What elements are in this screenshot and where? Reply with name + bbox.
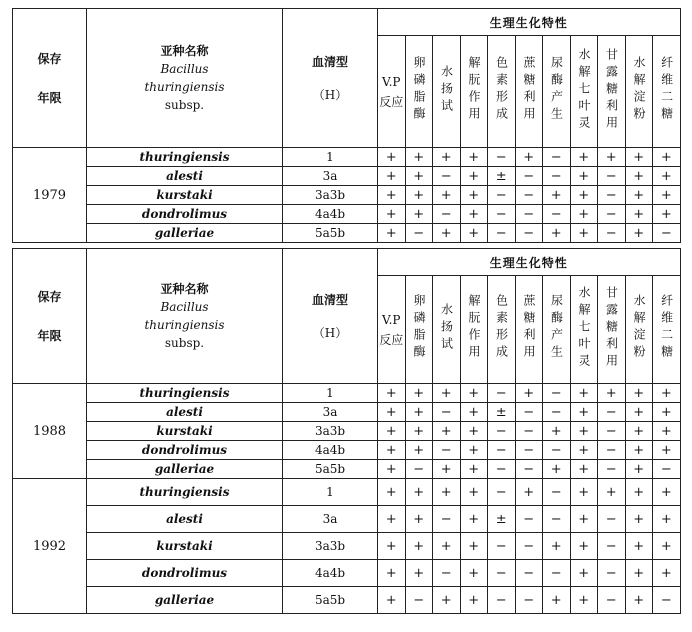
- year-cell: 1992: [13, 479, 87, 614]
- trait-result: −: [543, 403, 571, 422]
- trait-result: −: [653, 224, 681, 243]
- trait-result: +: [598, 148, 626, 167]
- trait-header: [405, 36, 433, 148]
- trait-result: +: [378, 186, 406, 205]
- subspecies-name: alesti: [87, 167, 283, 186]
- table-row: [13, 560, 681, 587]
- trait-result: +: [405, 403, 433, 422]
- table-row: [13, 506, 681, 533]
- trait-result: −: [515, 533, 543, 560]
- trait-header-label: 水解七叶灵: [577, 285, 592, 371]
- table-row: [13, 422, 681, 441]
- trait-result: +: [378, 422, 406, 441]
- subspecies-name: galleriae: [87, 460, 283, 479]
- trait-result: +: [543, 224, 571, 243]
- trait-result: −: [515, 167, 543, 186]
- trait-result: −: [543, 148, 571, 167]
- subspecies-name: galleriae: [87, 587, 283, 614]
- trait-header: [653, 276, 681, 384]
- trait-result: +: [543, 460, 571, 479]
- trait-result: −: [515, 441, 543, 460]
- trait-result: +: [405, 441, 433, 460]
- trait-header: [488, 276, 516, 384]
- trait-result: −: [515, 186, 543, 205]
- group-title: 生理生化特性: [378, 249, 681, 276]
- trait-result: −: [598, 587, 626, 614]
- trait-header-label: 尿酶产生: [549, 294, 564, 362]
- trait-header: [460, 36, 488, 148]
- trait-result: +: [460, 186, 488, 205]
- trait-result: +: [570, 148, 598, 167]
- trait-result: −: [598, 403, 626, 422]
- trait-result: −: [598, 224, 626, 243]
- trait-result: −: [598, 533, 626, 560]
- trait-header-label: 甘露糖利用: [604, 47, 619, 133]
- trait-result: +: [378, 479, 406, 506]
- trait-result: +: [460, 441, 488, 460]
- trait-result: +: [405, 148, 433, 167]
- trait-result: −: [488, 533, 516, 560]
- trait-result: +: [405, 167, 433, 186]
- subspecies-name: thuringiensis: [87, 148, 283, 167]
- trait-result: −: [405, 587, 433, 614]
- serotype-cell: 5a5b: [283, 587, 378, 614]
- trait-result: ±: [488, 506, 516, 533]
- table-row: [13, 460, 681, 479]
- trait-header: [570, 276, 598, 384]
- trait-result: −: [653, 587, 681, 614]
- subspecies-header-line: subsp.: [164, 98, 205, 112]
- trait-header-label: 水扬试: [439, 64, 454, 116]
- trait-header-label: 卵磷脂酶: [412, 56, 427, 124]
- trait-result: −: [433, 403, 461, 422]
- subspecies-name: kurstaki: [87, 533, 283, 560]
- table-row: [13, 148, 681, 167]
- trait-header: [653, 36, 681, 148]
- trait-header: [625, 276, 653, 384]
- trait-result: +: [405, 560, 433, 587]
- trait-result: −: [543, 167, 571, 186]
- subspecies-header-line: Bacillus: [160, 62, 209, 76]
- trait-result: −: [598, 422, 626, 441]
- trait-result: +: [570, 587, 598, 614]
- trait-result: +: [625, 422, 653, 441]
- trait-result: +: [653, 533, 681, 560]
- trait-result: +: [653, 167, 681, 186]
- trait-result: +: [460, 422, 488, 441]
- table-row: [13, 403, 681, 422]
- trait-header-label: 蔗糖利用: [522, 294, 537, 362]
- trait-result: −: [488, 186, 516, 205]
- trait-result: −: [488, 148, 516, 167]
- subspecies-name: kurstaki: [87, 422, 283, 441]
- subspecies-header-line: 亚种名称: [160, 282, 209, 296]
- serotype-cell: 1: [283, 148, 378, 167]
- trait-result: +: [653, 479, 681, 506]
- trait-result: −: [543, 441, 571, 460]
- trait-result: −: [488, 479, 516, 506]
- trait-result: −: [433, 205, 461, 224]
- trait-result: +: [625, 560, 653, 587]
- subspecies-name: alesti: [87, 506, 283, 533]
- trait-result: +: [378, 560, 406, 587]
- storage-years-header: [13, 249, 87, 384]
- trait-result: +: [625, 186, 653, 205]
- trait-result: +: [460, 403, 488, 422]
- trait-result: +: [433, 533, 461, 560]
- trait-header: [488, 36, 516, 148]
- trait-result: +: [543, 533, 571, 560]
- serotype-header: [283, 249, 378, 384]
- trait-result: −: [433, 560, 461, 587]
- trait-header: [543, 36, 571, 148]
- storage-label-line2: 年限: [37, 329, 62, 343]
- trait-result: +: [543, 587, 571, 614]
- trait-header-label: 水解淀粉: [632, 294, 647, 362]
- trait-result: +: [460, 460, 488, 479]
- subspecies-name: thuringiensis: [87, 384, 283, 403]
- trait-result: −: [543, 479, 571, 506]
- trait-header-label: 水解七叶灵: [577, 47, 592, 133]
- trait-result: +: [570, 403, 598, 422]
- trait-header: [570, 36, 598, 148]
- trait-result: +: [625, 224, 653, 243]
- table-row: [13, 186, 681, 205]
- trait-result: +: [433, 224, 461, 243]
- serotype-cell: 3a3b: [283, 533, 378, 560]
- trait-header: [378, 36, 406, 148]
- trait-result: −: [515, 506, 543, 533]
- trait-result: +: [378, 167, 406, 186]
- trait-result: −: [598, 441, 626, 460]
- trait-result: +: [378, 205, 406, 224]
- trait-result: −: [488, 560, 516, 587]
- trait-result: +: [405, 186, 433, 205]
- trait-result: −: [543, 560, 571, 587]
- subspecies-name: alesti: [87, 403, 283, 422]
- header-row: [13, 9, 681, 36]
- trait-result: −: [598, 186, 626, 205]
- subspecies-name: kurstaki: [87, 186, 283, 205]
- trait-result: +: [460, 533, 488, 560]
- trait-result: +: [570, 384, 598, 403]
- trait-result: +: [378, 533, 406, 560]
- trait-header-label: 水扬试: [439, 302, 454, 354]
- trait-result: +: [570, 224, 598, 243]
- trait-header: [405, 276, 433, 384]
- trait-result: ±: [488, 403, 516, 422]
- trait-header-label: V.P反应: [379, 312, 404, 347]
- trait-result: −: [488, 441, 516, 460]
- storage-label-line1: 保存: [37, 290, 62, 304]
- trait-result: −: [515, 205, 543, 224]
- trait-result: +: [515, 148, 543, 167]
- trait-result: −: [543, 384, 571, 403]
- trait-result: +: [433, 460, 461, 479]
- subspecies-name: dondrolimus: [87, 441, 283, 460]
- trait-header-label: V.P反应: [379, 74, 404, 109]
- trait-result: +: [378, 384, 406, 403]
- trait-result: +: [433, 384, 461, 403]
- serotype-cell: 3a: [283, 167, 378, 186]
- trait-result: +: [460, 479, 488, 506]
- trait-header-label: 甘露糖利用: [604, 285, 619, 371]
- trait-header-label: 解朊作用: [467, 294, 482, 362]
- trait-result: +: [653, 403, 681, 422]
- trait-result: −: [488, 460, 516, 479]
- trait-result: +: [625, 205, 653, 224]
- trait-header-label: 色素形成: [494, 294, 509, 362]
- trait-result: −: [488, 422, 516, 441]
- trait-result: +: [570, 167, 598, 186]
- trait-result: +: [378, 441, 406, 460]
- trait-result: +: [460, 560, 488, 587]
- trait-result: +: [405, 422, 433, 441]
- trait-header-label: 纤维二糖: [659, 294, 674, 362]
- trait-result: −: [515, 587, 543, 614]
- trait-result: −: [543, 205, 571, 224]
- trait-result: +: [653, 441, 681, 460]
- trait-header: [433, 36, 461, 148]
- subspecies-header: [87, 9, 283, 148]
- serotype-header-line: （H）: [312, 326, 348, 340]
- trait-result: +: [460, 224, 488, 243]
- serotype-cell: 4a4b: [283, 441, 378, 460]
- trait-header: [515, 276, 543, 384]
- trait-result: +: [460, 587, 488, 614]
- trait-header: [460, 276, 488, 384]
- header-row: [13, 249, 681, 276]
- subspecies-name: dondrolimus: [87, 205, 283, 224]
- trait-header-label: 解朊作用: [467, 56, 482, 124]
- trait-result: +: [570, 479, 598, 506]
- subspecies-header-line: thuringiensis: [144, 318, 225, 332]
- trait-result: −: [598, 460, 626, 479]
- subspecies-header: [87, 249, 283, 384]
- year-cell: 1988: [13, 384, 87, 479]
- trait-result: −: [515, 560, 543, 587]
- trait-header-label: 水解淀粉: [632, 56, 647, 124]
- trait-header-label: 尿酶产生: [549, 56, 564, 124]
- trait-result: +: [570, 441, 598, 460]
- trait-header: [598, 276, 626, 384]
- trait-result: −: [488, 384, 516, 403]
- storage-label-line1: 保存: [37, 52, 62, 66]
- table-row: [13, 167, 681, 186]
- year-cell: 1979: [13, 148, 87, 243]
- trait-result: +: [653, 148, 681, 167]
- trait-result: −: [598, 560, 626, 587]
- trait-result: +: [543, 186, 571, 205]
- trait-result: +: [653, 384, 681, 403]
- trait-result: +: [625, 533, 653, 560]
- trait-result: −: [515, 403, 543, 422]
- traits-table-1979: [12, 8, 681, 243]
- serotype-cell: 3a3b: [283, 186, 378, 205]
- trait-result: +: [653, 186, 681, 205]
- trait-header-label: 卵磷脂酶: [412, 294, 427, 362]
- serotype-cell: 1: [283, 479, 378, 506]
- trait-result: +: [460, 506, 488, 533]
- trait-result: +: [405, 384, 433, 403]
- trait-result: +: [653, 422, 681, 441]
- serotype-cell: 5a5b: [283, 460, 378, 479]
- subspecies-name: dondrolimus: [87, 560, 283, 587]
- serotype-header: [283, 9, 378, 148]
- trait-header: [378, 276, 406, 384]
- storage-years-header: [13, 9, 87, 148]
- trait-result: −: [488, 205, 516, 224]
- trait-result: +: [570, 560, 598, 587]
- trait-header: [515, 36, 543, 148]
- trait-result: +: [433, 422, 461, 441]
- trait-result: −: [433, 506, 461, 533]
- trait-result: −: [433, 167, 461, 186]
- trait-result: +: [515, 479, 543, 506]
- trait-result: +: [653, 506, 681, 533]
- serotype-header-line: 血清型: [311, 55, 348, 69]
- table-row: [13, 587, 681, 614]
- trait-header: [598, 36, 626, 148]
- trait-result: +: [433, 587, 461, 614]
- serotype-cell: 3a3b: [283, 422, 378, 441]
- traits-table-1988-1992: [12, 248, 681, 614]
- serotype-header-line: 血清型: [311, 293, 348, 307]
- storage-label-line2: 年限: [37, 91, 62, 105]
- table-row: [13, 224, 681, 243]
- trait-result: −: [653, 460, 681, 479]
- trait-result: +: [460, 167, 488, 186]
- trait-result: +: [460, 205, 488, 224]
- trait-result: +: [598, 384, 626, 403]
- serotype-cell: 1: [283, 384, 378, 403]
- trait-result: +: [460, 384, 488, 403]
- subspecies-header-line: subsp.: [164, 336, 205, 350]
- trait-result: −: [405, 460, 433, 479]
- trait-result: +: [625, 460, 653, 479]
- trait-result: +: [543, 422, 571, 441]
- trait-header-label: 色素形成: [494, 56, 509, 124]
- serotype-cell: 3a: [283, 403, 378, 422]
- table-row: [13, 479, 681, 506]
- trait-result: +: [653, 560, 681, 587]
- trait-result: +: [570, 422, 598, 441]
- trait-result: +: [598, 479, 626, 506]
- trait-result: +: [570, 186, 598, 205]
- trait-result: −: [598, 205, 626, 224]
- trait-result: +: [570, 205, 598, 224]
- trait-result: ±: [488, 167, 516, 186]
- trait-result: −: [488, 587, 516, 614]
- group-title: 生理生化特性: [378, 9, 681, 36]
- trait-result: +: [433, 148, 461, 167]
- trait-result: +: [378, 506, 406, 533]
- trait-result: +: [433, 479, 461, 506]
- trait-result: +: [625, 167, 653, 186]
- trait-result: −: [543, 506, 571, 533]
- trait-result: −: [405, 224, 433, 243]
- trait-result: +: [378, 224, 406, 243]
- subspecies-name: thuringiensis: [87, 479, 283, 506]
- serotype-cell: 4a4b: [283, 560, 378, 587]
- trait-result: +: [570, 506, 598, 533]
- trait-result: +: [460, 148, 488, 167]
- serotype-cell: 5a5b: [283, 224, 378, 243]
- trait-result: +: [625, 506, 653, 533]
- serotype-cell: 4a4b: [283, 205, 378, 224]
- table-row: [13, 441, 681, 460]
- trait-result: +: [405, 506, 433, 533]
- trait-result: +: [405, 533, 433, 560]
- trait-result: +: [515, 384, 543, 403]
- trait-result: +: [433, 186, 461, 205]
- trait-result: −: [515, 422, 543, 441]
- trait-result: +: [625, 587, 653, 614]
- serotype-cell: 3a: [283, 506, 378, 533]
- trait-result: +: [625, 403, 653, 422]
- trait-result: +: [570, 533, 598, 560]
- trait-result: +: [653, 205, 681, 224]
- trait-result: +: [625, 384, 653, 403]
- trait-result: +: [570, 460, 598, 479]
- trait-header-label: 蔗糖利用: [522, 56, 537, 124]
- trait-result: −: [598, 506, 626, 533]
- serotype-header-line: （H）: [312, 88, 348, 102]
- trait-result: −: [598, 167, 626, 186]
- trait-result: +: [625, 479, 653, 506]
- trait-result: +: [625, 441, 653, 460]
- trait-result: −: [515, 460, 543, 479]
- trait-result: −: [433, 441, 461, 460]
- table-row: [13, 533, 681, 560]
- trait-result: +: [405, 479, 433, 506]
- subspecies-header-line: thuringiensis: [144, 80, 225, 94]
- table-row: [13, 384, 681, 403]
- trait-result: +: [378, 587, 406, 614]
- subspecies-header-line: Bacillus: [160, 300, 209, 314]
- trait-header: [543, 276, 571, 384]
- trait-result: +: [378, 460, 406, 479]
- table-row: [13, 205, 681, 224]
- trait-header-label: 纤维二糖: [659, 56, 674, 124]
- trait-result: +: [405, 205, 433, 224]
- trait-result: +: [378, 148, 406, 167]
- trait-result: +: [378, 403, 406, 422]
- trait-header: [625, 36, 653, 148]
- subspecies-name: galleriae: [87, 224, 283, 243]
- trait-result: −: [488, 224, 516, 243]
- trait-result: −: [515, 224, 543, 243]
- trait-result: +: [625, 148, 653, 167]
- subspecies-header-line: 亚种名称: [160, 44, 209, 58]
- trait-header: [433, 276, 461, 384]
